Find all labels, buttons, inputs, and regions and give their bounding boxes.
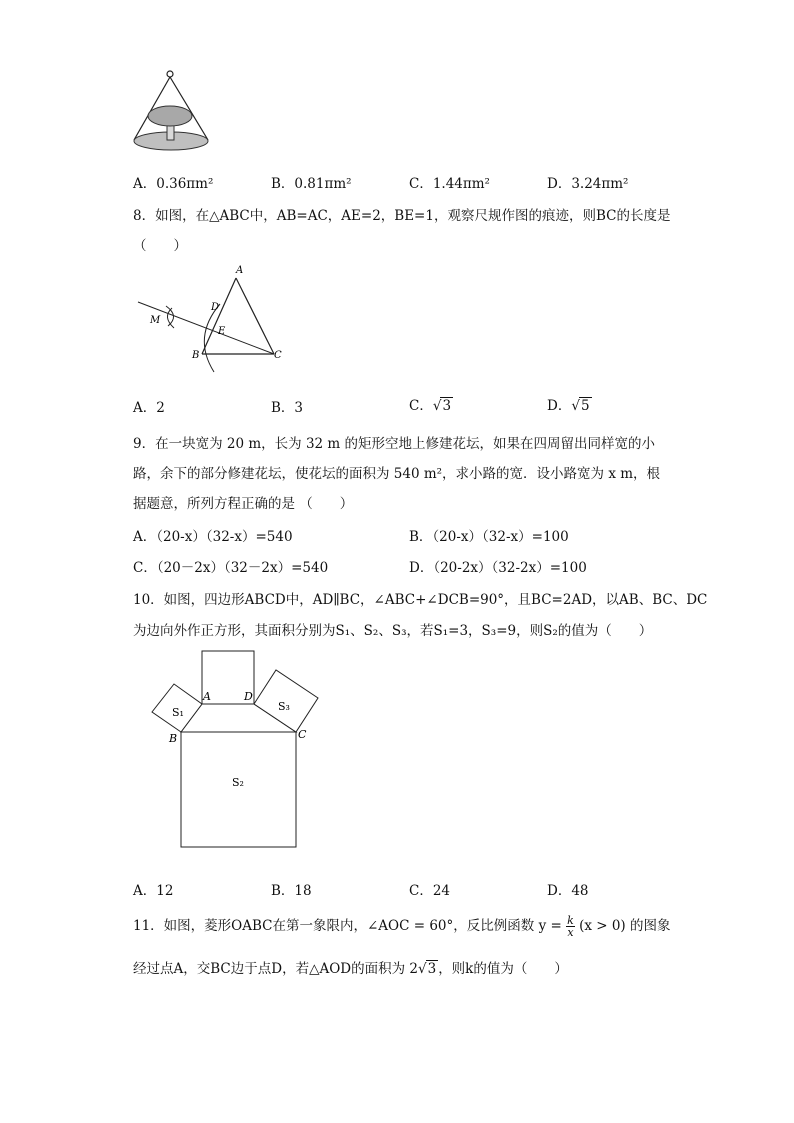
q8-option-b[interactable]: B．3 [271, 400, 304, 416]
q8-option-c[interactable]: C．√3 [409, 398, 452, 414]
q10-option-a[interactable]: A．12 [133, 883, 174, 899]
q8-label-b: B [192, 350, 200, 361]
q8-label-d: D [211, 302, 220, 313]
q7-option-c[interactable]: C．1.44πm² [409, 176, 490, 192]
q8-label-c: C [274, 350, 282, 361]
q10-label-a: A [203, 690, 211, 703]
q10-option-b[interactable]: B．18 [271, 883, 312, 899]
q8-question-line1: 8．如图，在△ABC中，AB=AC，AE=2，BE=1，观察尺规作图的痕迹，则BC的长度是 [133, 208, 671, 224]
q10-label-s2: S₂ [232, 776, 244, 789]
q8-option-a[interactable]: A．2 [133, 400, 165, 416]
q10-label-c: C [298, 728, 307, 741]
q11-question-line1: 11．如图，菱形OABC在第一象限内，∠AOC = 60°，反比例函数 y = $\frac{k}{x}$ (x > 0) 的图象 [133, 914, 671, 939]
q9-option-c[interactable]: C．（20－2x）（32－2x）=540 [133, 560, 329, 576]
q10-label-d: D [244, 690, 253, 703]
q8-label-a: A [236, 265, 244, 276]
q9-question-line3: 据题意，所列方程正确的是 （ ） [133, 496, 354, 512]
q10-question-line1: 10．如图，四边形ABCD中，AD∥BC，∠ABC+∠DCB=90°，且BC=2AD，以AB、BC、DC [133, 592, 708, 608]
sqrt-symbol: √3 [432, 398, 452, 414]
q8-question-line2: （ ） [133, 238, 187, 254]
cone-lamp-figure [128, 68, 216, 154]
q9-option-d[interactable]: D．（20-2x）（32-2x）=100 [409, 560, 587, 576]
sqrt-symbol: √3 [417, 961, 437, 977]
q10-question-line2: 为边向外作正方形，其面积分别为S₁、S₂、S₃，若S₁=3，S₃=9，则S₂的值为（ ） [133, 623, 653, 639]
q8-label-e: E [218, 326, 226, 337]
q10-squares-figure [148, 648, 324, 852]
q7-option-a[interactable]: A．0.36πm² [133, 176, 214, 192]
q10-label-s3: S₃ [278, 700, 290, 713]
q8-label-m: M [150, 315, 161, 326]
q7-option-d[interactable]: D．3.24πm² [547, 176, 629, 192]
q8-triangle-figure [132, 262, 292, 382]
q9-option-a[interactable]: A．（20-x）（32-x）=540 [133, 529, 293, 545]
q9-option-b[interactable]: B．（20-x）（32-x）=100 [409, 529, 569, 545]
q10-label-s1: S₁ [172, 706, 184, 719]
q8-option-d[interactable]: D．√5 [547, 398, 590, 414]
q10-label-b: B [169, 732, 178, 745]
q9-question-line2: 路，余下的部分修建花坛，使花坛的面积为 540 m²，求小路的宽．设小路宽为 x m，根 [133, 466, 661, 482]
q10-option-c[interactable]: C．24 [409, 883, 451, 899]
q9-question-line1: 9．在一块宽为 20 m，长为 32 m 的矩形空地上修建花坛，如果在四周留出同样宽的小 [133, 436, 656, 452]
q11-question-line2: 经过点A，交BC边于点D，若△AOD的面积为 2√3 ，则k的值为（ ） [133, 961, 568, 977]
fraction-k-over-x: $\frac{k}{x}$ [567, 914, 574, 939]
q10-option-d[interactable]: D．48 [547, 883, 589, 899]
q7-option-b[interactable]: B．0.81πm² [271, 176, 352, 192]
sqrt-symbol: √5 [571, 398, 590, 414]
